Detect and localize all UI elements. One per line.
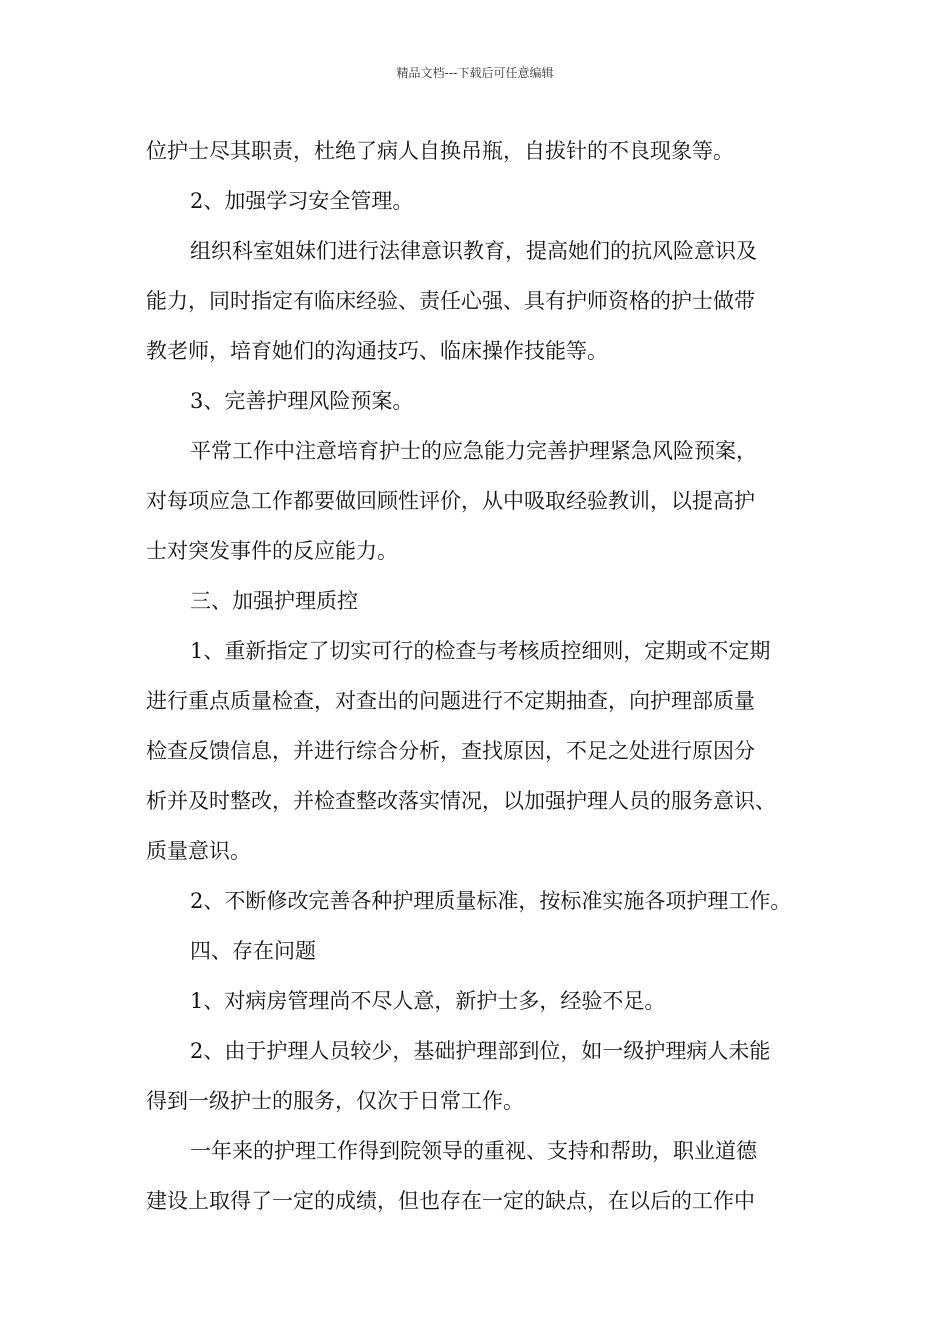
- document-body: [146, 126, 826, 1226]
- text-line-4: 能力，同时指定有临床经验、责任心强、具有护师资格的护士做带: [146, 289, 755, 313]
- text-line-13: 检查反馈信息，并进行综合分析，查找原因，不足之处进行原因分: [146, 739, 755, 763]
- text-line-9: 士对突发事件的反应能力。: [146, 539, 398, 563]
- text-line-17: 四、存在问题: [190, 939, 316, 963]
- text-line-10: 三、加强护理质控: [190, 589, 358, 613]
- text-line-2: 2、加强学习安全管理。: [190, 189, 414, 213]
- text-line-8: 对每项应急工作都要做回顾性评价，从中吸取经验教训，以提高护: [146, 489, 755, 513]
- text-line-21: 一年来的护理工作得到院领导的重视、支持和帮助，职业道德: [190, 1139, 757, 1163]
- text-line-19: 2、由于护理人员较少，基础护理部到位，如一级护理病人未能: [190, 1039, 771, 1063]
- text-line-20: 得到一级护士的服务，仅次于日常工作。: [146, 1089, 524, 1113]
- text-line-14: 析并及时整改，并检查整改落实情况，以加强护理人员的服务意识、: [146, 789, 776, 813]
- text-line-12: 进行重点质量检查，对查出的问题进行不定期抽查，向护理部质量: [146, 689, 755, 713]
- text-line-15: 质量意识。: [146, 839, 251, 863]
- text-line-18: 1、对病房管理尚不尽人意，新护士多，经验不足。: [190, 989, 666, 1013]
- text-line-22: 建设上取得了一定的成绩，但也存在一定的缺点，在以后的工作中: [146, 1189, 755, 1213]
- text-line-16: 2、不断修改完善各种护理质量标准，按标准实施各项护理工作。: [190, 889, 792, 913]
- page-header: 精品文档---下载后可任意编辑: [396, 66, 554, 80]
- text-line-7: 平常工作中注意培育护士的应急能力完善护理紧急风险预案，: [190, 439, 757, 463]
- text-line-6: 3、完善护理风险预案。: [190, 389, 414, 413]
- text-line-3: 组织科室姐妹们进行法律意识教育，提高她们的抗风险意识及: [190, 239, 757, 263]
- text-line-11: 1、重新指定了切实可行的检查与考核质控细则，定期或不定期: [190, 639, 771, 663]
- text-line-5: 教老师，培育她们的沟通技巧、临床操作技能等。: [146, 339, 608, 363]
- text-line-1: 位护士尽其职责，杜绝了病人自换吊瓶，自拔针的不良现象等。: [146, 139, 734, 163]
